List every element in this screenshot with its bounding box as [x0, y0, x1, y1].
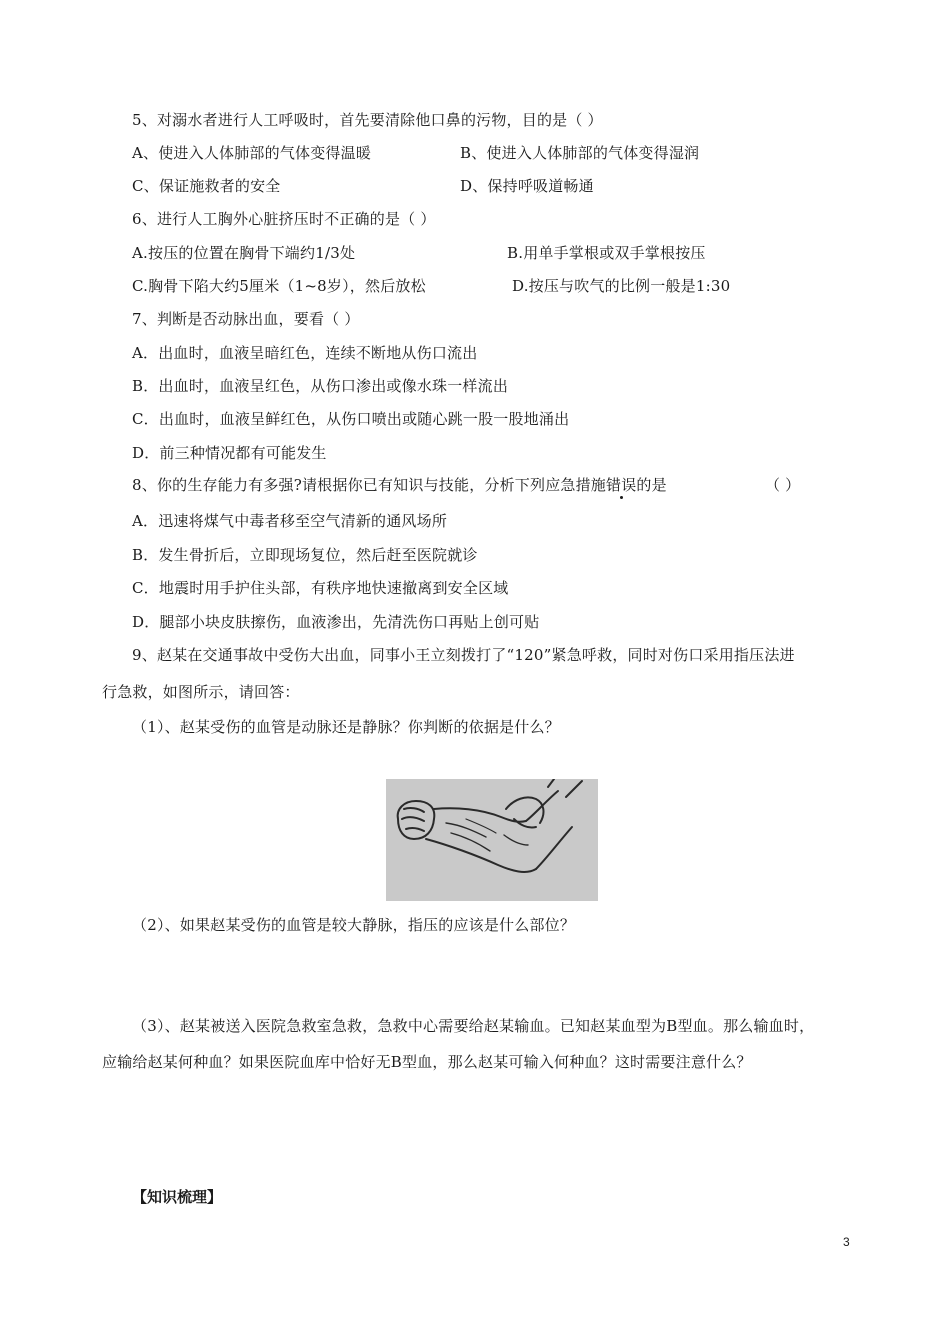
- q8-stem-before: 8、你的生存能力有多强?请根据你已有知识与技能，分析下列应急措施: [132, 476, 606, 494]
- q8-stem-emphasis: 错误: [606, 476, 637, 494]
- q8-option-a: A．迅速将煤气中毒者移至空气清新的通风场所: [132, 512, 448, 530]
- q7-option-c: C．出血时，血液呈鲜红色，从伤口喷出或随心跳一股一股地涌出: [132, 410, 570, 428]
- q9-sub3-line1: （3）、赵某被送入医院急救室急救，急救中心需要给赵某输血。已知赵某血型为B型血。那么输血时，: [132, 1017, 815, 1035]
- q7-option-a: A．出血时，血液呈暗红色，连续不断地从伤口流出: [132, 344, 478, 362]
- q7-stem: 7、判断是否动脉出血，要看（ ）: [132, 310, 360, 328]
- q8-option-c: C．地震时用手护住头部，有秩序地快速撤离到安全区域: [132, 579, 509, 597]
- q9-sub2: （2）、如果赵某受伤的血管是较大静脉，指压的应该是什么部位？: [132, 916, 576, 934]
- q6-option-a: A.按压的位置在胸骨下端约1/3处: [132, 244, 356, 262]
- arm-pressure-figure: [386, 779, 598, 901]
- q8-stem-after: 的是: [636, 476, 667, 494]
- q9-stem-line1: 9、赵某在交通事故中受伤大出血，同事小王立刻拨打了“120”紧急呼救，同时对伤口采用指压法进: [132, 646, 795, 664]
- q6-stem: 6、进行人工胸外心脏挤压时不正确的是（ ）: [132, 210, 436, 228]
- q8-option-d: D．腿部小块皮肤擦伤，血液渗出，先清洗伤口再贴上创可贴: [132, 613, 540, 631]
- q8-option-b: B．发生骨折后，立即现场复位，然后赶至医院就诊: [132, 546, 478, 564]
- q9-stem-line2: 行急救，如图所示，请回答：: [102, 683, 300, 701]
- q7-option-b: B．出血时，血液呈红色，从伤口渗出或像水珠一样流出: [132, 377, 509, 395]
- q6-option-b: B.用单手掌根或双手掌根按压: [507, 244, 706, 262]
- q5-stem: 5、对溺水者进行人工呼吸时，首先要清除他口鼻的污物，目的是（ ）: [132, 111, 603, 129]
- q5-option-c: C、保证施救者的安全: [132, 177, 281, 195]
- q5-option-b: B、使进入人体肺部的气体变得湿润: [460, 144, 700, 162]
- q6-option-d: D.按压与吹气的比例一般是1:30: [512, 277, 731, 295]
- section-heading: 【知识梳理】: [132, 1188, 223, 1206]
- q9-sub1: （1）、赵某受伤的血管是动脉还是静脉？你判断的依据是什么？: [132, 718, 560, 736]
- q8-stem: [132, 475, 667, 495]
- q5-option-d: D、保持呼吸道畅通: [460, 177, 594, 195]
- q7-option-d: D．前三种情况都有可能发生: [132, 444, 327, 462]
- q8-answer-bracket: （ ）: [765, 476, 801, 494]
- q9-sub3-line2: 应输给赵某何种血？如果医院血库中恰好无B型血，那么赵某可输入何种血？这时需要注意什么？: [102, 1053, 752, 1071]
- q6-option-c: C.胸骨下陷大约5厘米（1~8岁），然后放松: [132, 277, 426, 295]
- page-number: 3: [843, 1235, 850, 1249]
- arm-illustration: [386, 779, 598, 901]
- q5-option-a: A、使进入人体肺部的气体变得温暖: [132, 144, 372, 162]
